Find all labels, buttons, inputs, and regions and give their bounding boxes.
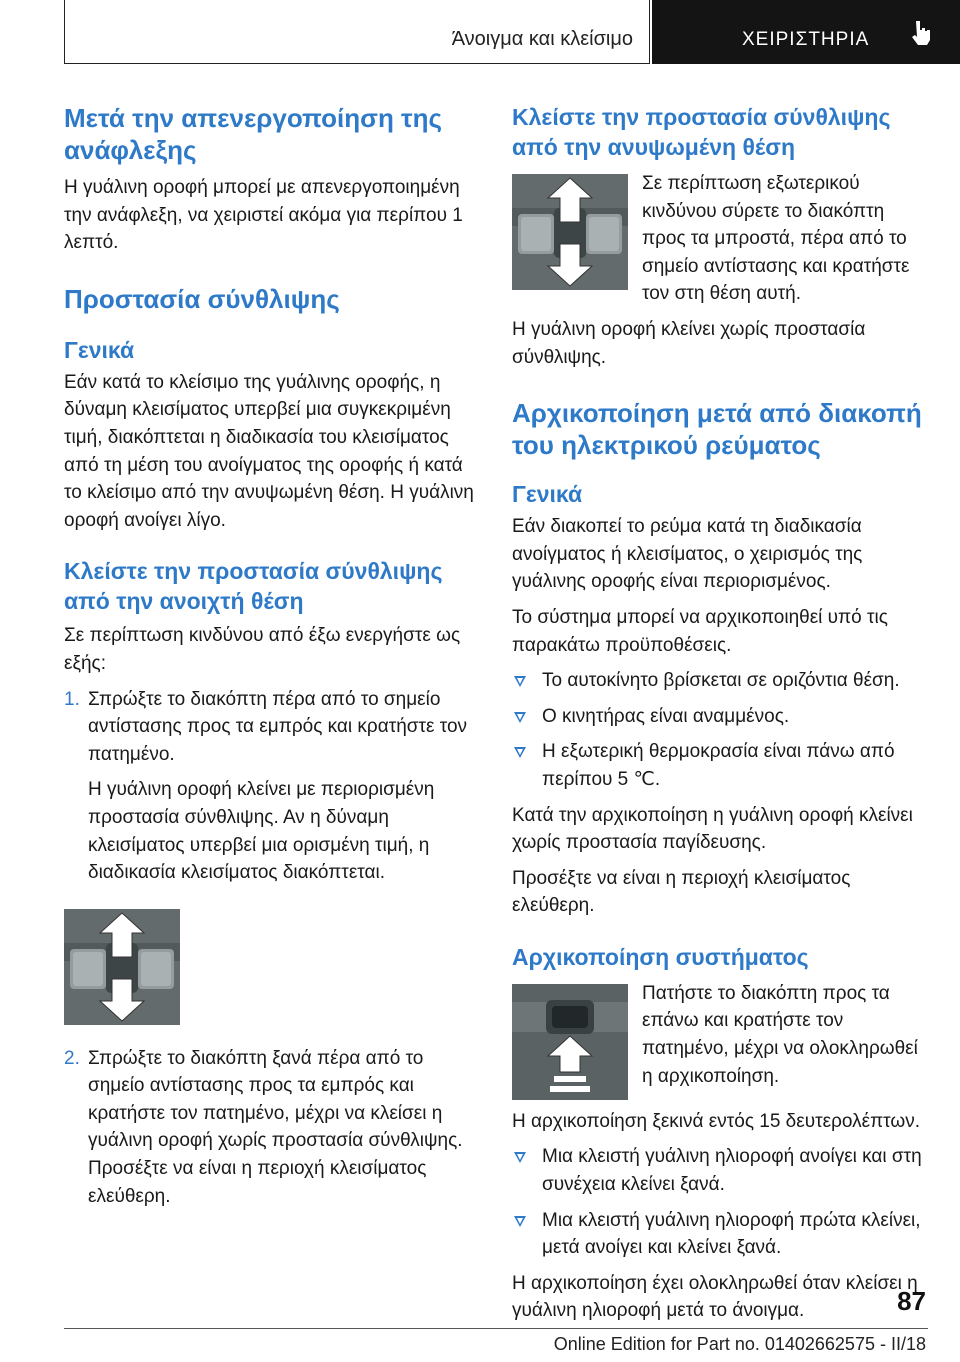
section-title-pinch-protection: Προστασία σύνθλιψης: [64, 283, 340, 314]
subsection-title-general: Γενικά: [512, 481, 583, 508]
left-column: [64, 102, 480, 1210]
list-item: [512, 738, 928, 793]
figure-with-text: [512, 170, 928, 308]
paragraph: Το σύστημα μπορεί να αρχικοποιηθεί υπό τις παρακάτω προϋποθέσεις.: [512, 606, 888, 656]
paragraph: Σε περίπτωση κινδύνου από έξω ενεργήστε ως εξής:: [64, 625, 461, 674]
header-chapter-frame: [64, 0, 650, 64]
figure-caption-text: Σε περίπτωση εξωτερικού κινδύνου σύρετε το διακόπτη προς τα μπροστά, πέρα από το σημείο αντίστασης και κρατήστε τον στη θέση αυτή.: [642, 173, 910, 305]
list-item: [512, 667, 928, 695]
footer-divider: [64, 1328, 928, 1329]
step-text: Σπρώξτε το διακόπτη πέρα από το σημείο αντίστασης προς τα εμπρός και κρατήστε τον πατημένο.: [88, 688, 468, 765]
list-item: [64, 1045, 480, 1211]
list-item: [512, 1207, 928, 1262]
list-item: [512, 1143, 928, 1198]
roof-switch-press-up-figure: [512, 984, 628, 1100]
section-title-system-init: Αρχικοποίηση συστήματος: [512, 943, 809, 970]
triangle-bullet-icon: [514, 747, 526, 758]
list-item-text: Μια κλειστή γυάλινη ηλιοροφή ανοίγει και στη συνέχεια κλείνει ξανά.: [542, 1146, 922, 1196]
list-item: [64, 686, 480, 887]
hand-pointer-icon: [910, 20, 932, 46]
ordered-list: [64, 686, 480, 1211]
triangle-bullet-icon: [514, 676, 526, 687]
paragraph: Η γυάλινη οροφή μπορεί με απενεργοποιημένη την ανάφλεξη, να χειριστεί ακόμα για περίπου 1 λεπτό.: [64, 177, 463, 254]
section-title-close-from-open: Κλείστε την προστασία σύνθλιψης από την ανοιχτή θέση: [64, 558, 443, 615]
step-number: 1.: [64, 688, 80, 710]
section-title-init-after-power-loss: Αρχικοποίηση μετά από διακοπή του ηλεκτρικού ρεύματος: [512, 398, 922, 461]
step-note: Η γυάλινη οροφή κλείνει με περιορισμένη προστασία σύνθλιψης. Αν η δύναμη κλεισίματος υπερβεί μια ορισμένη τιμή, η διαδικασία κλεισίματος διακόπτεται.: [88, 779, 435, 884]
paragraph: Η αρχικοποίηση ξεκινά εντός 15 δευτερολέπτων.: [512, 1110, 921, 1132]
list-item-text: Ο κινητήρας είναι αναμμένος.: [542, 705, 790, 727]
list-item-text: Μια κλειστή γυάλινη ηλιοροφή πρώτα κλείνει, μετά ανοίγει και κλείνει ξανά.: [542, 1209, 921, 1259]
triangle-bullet-icon: [514, 1152, 526, 1163]
list-item-text: Το αυτοκίνητο βρίσκεται σε οριζόντια θέση.: [542, 670, 900, 692]
section-title-close-from-raised: Κλείστε την προστασία σύνθλιψης από την ανυψωμένη θέση: [512, 104, 891, 160]
chapter-title: Άνοιγμα και κλείσιμο: [451, 28, 633, 50]
edition-note: Online Edition for Part no. 01402662575 - II/18: [553, 1334, 926, 1354]
manual-section-tab: [652, 0, 960, 64]
paragraph: Η αρχικοποίηση έχει ολοκληρωθεί όταν κλείσει η γυάλινη ηλιοροφή μετά το άνοιγμα.: [512, 1272, 918, 1322]
manual-section-label: ΧΕΙΡΙΣΤΗΡΙΑ: [742, 29, 870, 50]
step-text: Σπρώξτε το διακόπτη ξανά πέρα από το σημείο αντίστασης προς τα εμπρός και κρατήστε τον πατημένο, μέχρι να κλείσει η γυάλινη οροφή χωρίς προστασία σύνθλιψης. Προσέξτε να είναι η περιοχή κλεισίματος ελεύθερη.: [88, 1047, 463, 1207]
step-number: 2.: [64, 1047, 80, 1069]
triangle-bullet-icon: [514, 712, 526, 723]
paragraph: Κατά την αρχικοποίηση η γυάλινη οροφή κλείνει χωρίς προστασία παγίδευσης.: [512, 804, 913, 854]
paragraph: Η γυάλινη οροφή κλείνει χωρίς προστασία σύνθλιψης.: [512, 318, 866, 368]
section-title-after-ignition-off: Μετά την απενεργοποίηση της ανάφλεξης: [64, 103, 443, 165]
list-item-text: Η εξωτερική θερμοκρασία είναι πάνω από περίπου 5 ℃.: [542, 741, 895, 790]
triangle-bullet-icon: [514, 1216, 526, 1227]
conditions-list: [512, 667, 928, 793]
list-item: [512, 703, 928, 731]
paragraph: Εάν κατά το κλείσιμο της γυάλινης οροφής, η δύναμη κλεισίματος υπερβεί μια συγκεκριμένη τιμή, διακόπτεται η διαδικασία του κλεισίματος από τη μέση του ανοίγματος της οροφής ή κατά το κλείσιμο από την ανυψωμένη θέση. Η γυάλινη οροφή ανοίγει λίγο.: [64, 371, 474, 531]
subsection-title-general: Γενικά: [64, 336, 135, 363]
page-number: 87: [897, 1286, 926, 1316]
figure-caption-text: Πατήστε το διακόπτη προς τα επάνω και κρατήστε τον πατημένο, μέχρι να ολοκληρωθεί η αρχικοποίηση.: [642, 982, 918, 1087]
figure-with-text: [512, 980, 928, 1100]
right-column: [512, 102, 928, 1325]
roof-switch-figure: [64, 909, 180, 1025]
paragraph: Εάν διακοπεί το ρεύμα κατά τη διαδικασία ανοίγματος ή κλεισίματος, ο χειρισμός της γυάλινης οροφής είναι περιορισμένος.: [512, 516, 863, 593]
roof-switch-figure: [512, 174, 628, 290]
results-list: [512, 1143, 928, 1261]
paragraph: Προσέξτε να είναι η περιοχή κλεισίματος ελεύθερη.: [512, 867, 851, 917]
